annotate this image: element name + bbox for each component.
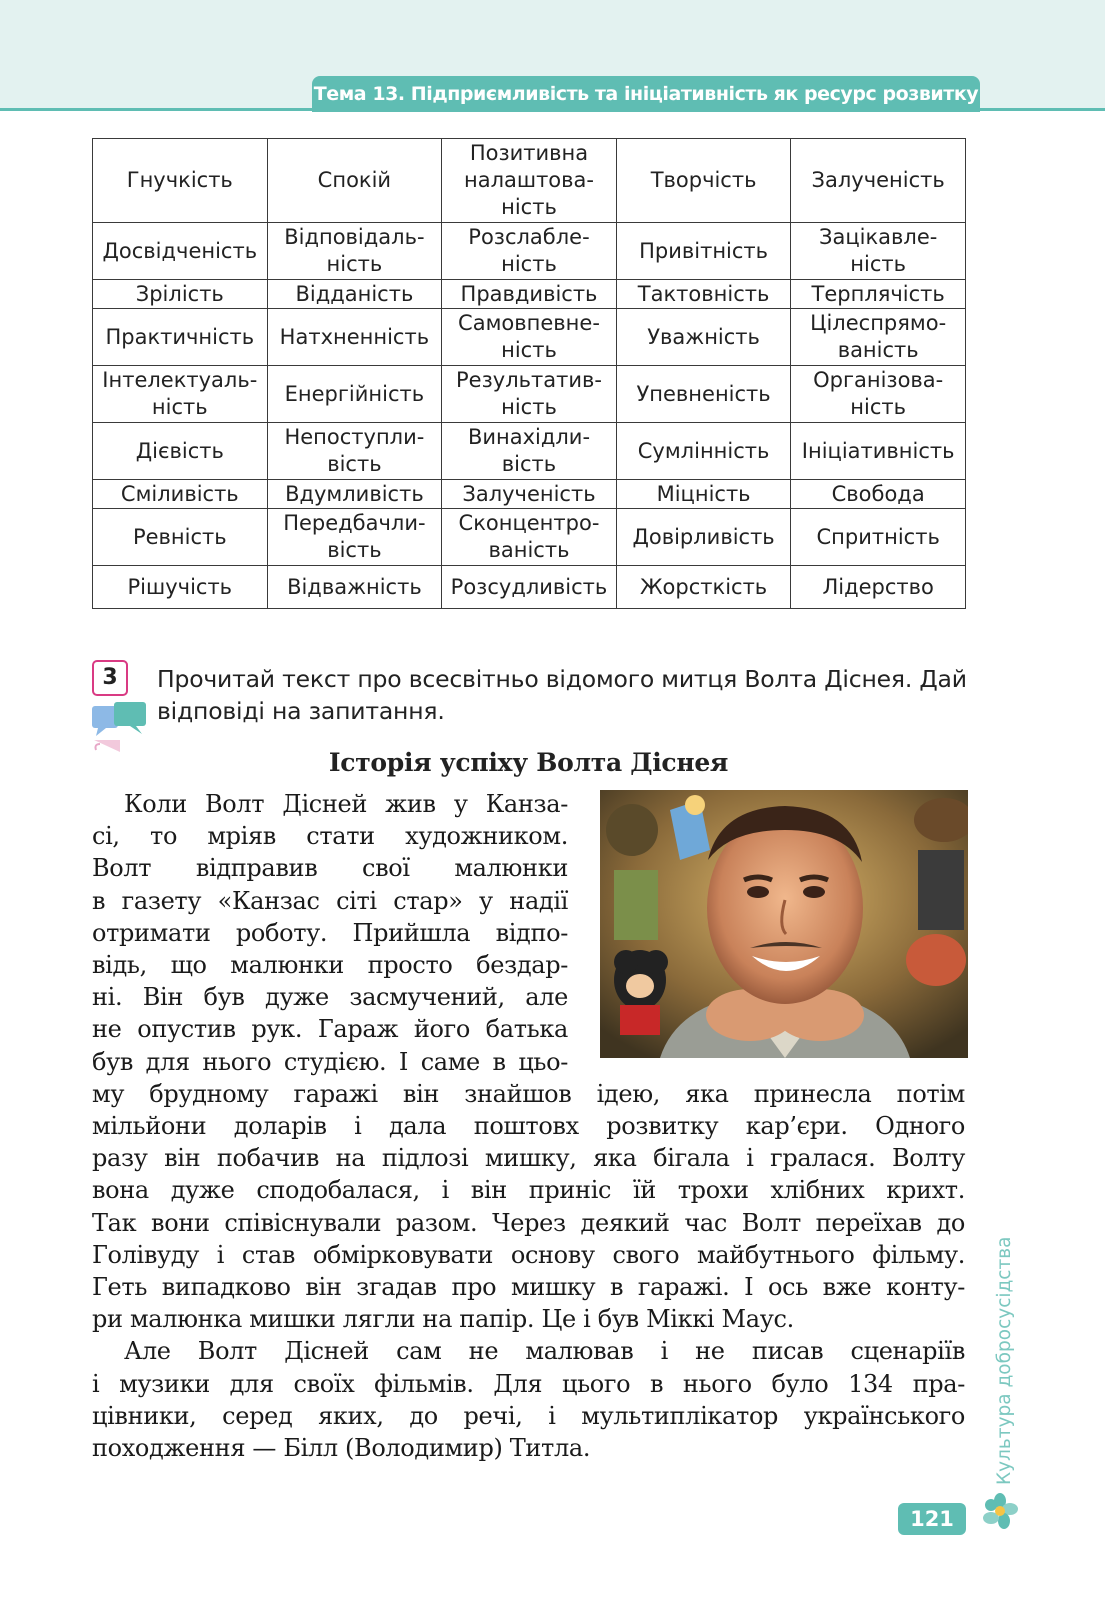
table-row — [93, 309, 966, 366]
table-cell: Лідерство — [791, 566, 966, 609]
article-title: Історія успіху Волта Діснея — [328, 748, 729, 777]
table-cell: Розсудливість — [442, 566, 617, 609]
article-line: і музики для своїх фільмів. Для цього в нього було 134 пра- — [92, 1369, 965, 1398]
table-row — [93, 509, 966, 566]
qualities-table — [92, 138, 966, 609]
article-line: сі, то мріяв стати художником. — [92, 822, 568, 851]
article-line: отримати роботу. Прийшла відпо- — [92, 918, 568, 947]
article-line: цівники, серед яких, до речі, і мультиплікатор українського — [92, 1401, 965, 1430]
table-cell: Спритність — [791, 509, 966, 566]
article-line: ри малюнка мишки лягли на папір. Це і був Міккі Маус. — [92, 1305, 794, 1334]
table-cell: Організова- ність — [791, 366, 966, 423]
task-number-badge: 3 — [92, 660, 128, 696]
table-cell: Досвідченість — [93, 223, 268, 280]
table-row — [93, 366, 966, 423]
article-line: вона дуже сподобалася, і він приніс їй трохи хлібних крихт. — [92, 1176, 965, 1205]
table-cell: Непоступли- вість — [267, 423, 442, 480]
table-cell: Жорсткість — [616, 566, 791, 609]
article-line: мільйони доларів і дала поштовх розвитку кар’єри. Одного — [92, 1112, 965, 1140]
table-cell: Енергійність — [267, 366, 442, 423]
table-cell: Залученість — [442, 480, 617, 509]
table-row — [93, 223, 966, 280]
table-cell: Залученість — [791, 139, 966, 223]
flower-icon — [982, 1493, 1018, 1529]
table-cell: Ревність — [93, 509, 268, 566]
table-row — [93, 280, 966, 309]
table-cell: Самовпевне- ність — [442, 309, 617, 366]
table-cell: Зрілість — [93, 280, 268, 309]
table-cell: Сумлінність — [616, 423, 791, 480]
table-cell: Винахідли- вість — [442, 423, 617, 480]
table-cell: Тактовність — [616, 280, 791, 309]
page-number: 121 — [898, 1503, 966, 1535]
table-cell: Упевненість — [616, 366, 791, 423]
table-row — [93, 423, 966, 480]
table-cell: Спокій — [267, 139, 442, 223]
table-cell: Привітність — [616, 223, 791, 280]
table-cell: Результатив- ність — [442, 366, 617, 423]
table-cell: Позитивна налаштова- ність — [442, 139, 617, 223]
table-cell: Вдумливість — [267, 480, 442, 509]
table-cell: Натхненність — [267, 309, 442, 366]
article-line: Так вони співіснували разом. Через деякий час Волт переїхав до — [92, 1208, 965, 1237]
article-line: Волт відправив свої малюнки — [92, 854, 568, 883]
table-cell: Терплячість — [791, 280, 966, 309]
table-row — [93, 139, 966, 223]
table-cell: Правдивість — [442, 280, 617, 309]
article-line: Геть випадково він згадав про мишку в гаражі. І ось вже конту- — [92, 1273, 965, 1301]
article-line: ні. Він був дуже засмучений, але — [92, 983, 568, 1012]
table-row — [93, 480, 966, 509]
article-line: Але Волт Дісней сам не малював і не писав сценаріїв — [124, 1337, 965, 1366]
article-line: Голівуду і став обмірковувати основу свого майбутнього фільму. — [92, 1240, 965, 1269]
table-cell: Інтелектуаль- ність — [93, 366, 268, 423]
table-cell: Ініціативність — [791, 423, 966, 480]
side-label: Культура добросусідства — [994, 1236, 1015, 1485]
table-cell: Гнучкість — [93, 139, 268, 223]
table-row — [93, 566, 966, 609]
table-cell: Розслабле- ність — [442, 223, 617, 280]
article-line: му брудному гаражі він знайшов ідею, яка принесла потім — [92, 1079, 965, 1108]
table-cell: Сконцентро- ваність — [442, 509, 617, 566]
table-cell: Зацікавле- ність — [791, 223, 966, 280]
table-cell: Практичність — [93, 309, 268, 366]
table-cell: Рішучість — [93, 566, 268, 609]
table-cell: Уважність — [616, 309, 791, 366]
table-cell: Довірливість — [616, 509, 791, 566]
table-cell: Творчість — [616, 139, 791, 223]
task-instruction: Прочитай текст про всесвітньо відомого митця Волта Діснея. Дай відповіді на запитання. — [157, 665, 967, 725]
table-cell: Свобода — [791, 480, 966, 509]
table-cell: Міцність — [616, 480, 791, 509]
article-line: разу він побачив на підлозі мишку, яка бігала і гралася. Волту — [92, 1144, 965, 1173]
table-cell: Сміливість — [93, 480, 268, 509]
table-cell: Відповідаль- ність — [267, 223, 442, 280]
article-line: відь, що малюнки просто бездар- — [92, 951, 568, 979]
article-line: Коли Волт Дісней жив у Канза- — [124, 790, 568, 818]
table-cell: Передбачли- вість — [267, 509, 442, 566]
article-line: в газету «Канзас сіті стар» у надії — [92, 886, 568, 915]
walt-disney-portrait — [600, 790, 968, 1058]
table-cell: Цілеспрямо- ваність — [791, 309, 966, 366]
article-line: не опустив рук. Гараж його батька — [92, 1015, 568, 1044]
table-cell: Відважність — [267, 566, 442, 609]
table-cell: Дієвість — [93, 423, 268, 480]
article-line: був для нього студією. І саме в цьо- — [92, 1047, 568, 1076]
article-line: походження — Білл (Володимир) Титла. — [92, 1434, 591, 1462]
table-cell: Відданість — [267, 280, 442, 309]
topic-title: Тема 13. Підприємливість та ініціативність як ресурс розвитку — [312, 76, 980, 112]
